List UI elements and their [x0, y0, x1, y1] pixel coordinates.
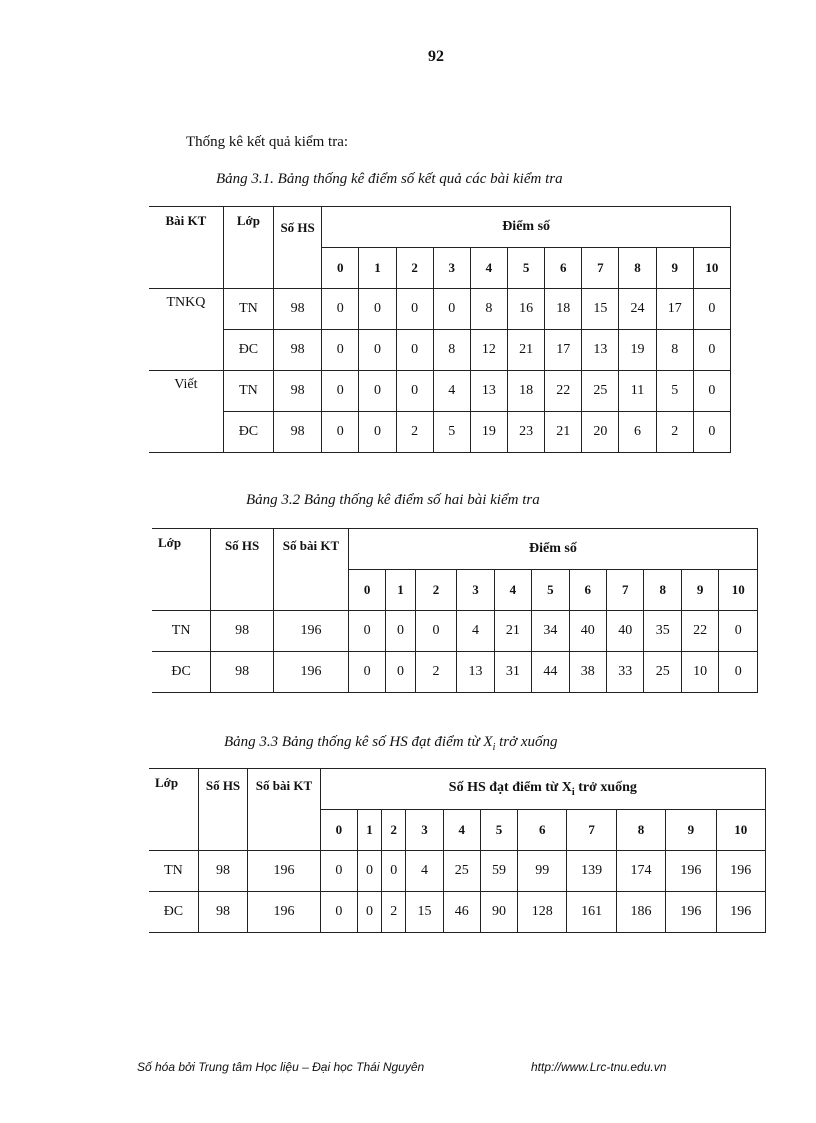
table1-test-cell: Viết [149, 371, 223, 453]
table3-value-cell: 4 [406, 851, 443, 892]
table1 [149, 206, 731, 453]
table2-class-cell: ĐC [152, 652, 211, 693]
table3-score-header: 0 [320, 810, 357, 851]
table1-count-cell: 98 [274, 289, 322, 330]
table1-class-cell: TN [223, 371, 273, 412]
table2-tests-cell: 196 [273, 652, 348, 693]
page-number: 92 [428, 48, 444, 65]
table1-value-cell: 0 [396, 371, 433, 412]
table2-value-cell: 0 [348, 652, 385, 693]
table1-value-cell: 5 [433, 412, 470, 453]
table2-value-cell: 4 [457, 611, 494, 652]
table1-header-group: Điểm số [322, 207, 731, 248]
table1-value-cell: 6 [619, 412, 656, 453]
table1-row [149, 330, 731, 371]
table2-value-cell: 25 [644, 652, 681, 693]
table1-value-cell: 21 [545, 412, 582, 453]
table1-value-cell: 0 [359, 289, 396, 330]
table2-value-cell: 34 [532, 611, 569, 652]
table3-class-cell: ĐC [149, 892, 198, 933]
table1-value-cell: 4 [433, 371, 470, 412]
table3-value-cell: 174 [616, 851, 665, 892]
table2-score-header: 1 [386, 570, 415, 611]
table1-value-cell: 0 [359, 412, 396, 453]
table3-score-header: 2 [382, 810, 406, 851]
table1-value-cell: 0 [359, 371, 396, 412]
table3-value-cell: 186 [616, 892, 665, 933]
table1-count-cell: 98 [274, 371, 322, 412]
table3-value-cell: 59 [480, 851, 517, 892]
table1-value-cell: 18 [545, 289, 582, 330]
table1-value-cell: 0 [693, 330, 730, 371]
table3-value-cell: 2 [382, 892, 406, 933]
table3-header-tests: Số bài KT [248, 769, 321, 851]
table1-value-cell: 0 [693, 412, 730, 453]
intro-text: Thống kê kết quả kiểm tra: [186, 134, 349, 150]
table2-value-cell: 0 [386, 652, 415, 693]
table1-value-cell: 16 [508, 289, 545, 330]
table2-count-cell: 98 [211, 652, 274, 693]
table1-header-test: Bài KT [149, 207, 223, 289]
table3-score-header: 9 [666, 810, 716, 851]
table2-score-header: 7 [607, 570, 644, 611]
table1-caption: Bảng 3.1. Bảng thống kê điểm số kết quả các bài kiểm tra [216, 171, 563, 187]
table2-header-count: Số HS [211, 529, 274, 611]
table1-score-header: 9 [656, 248, 693, 289]
table1-header-count: Số HS [274, 207, 322, 289]
table2-value-cell: 0 [415, 611, 457, 652]
table2-score-header: 8 [644, 570, 681, 611]
table3-value-cell: 139 [567, 851, 616, 892]
table2-value-cell: 2 [415, 652, 457, 693]
table2-value-cell: 13 [457, 652, 494, 693]
table1-value-cell: 19 [619, 330, 656, 371]
table3 [149, 768, 766, 933]
table2-value-cell: 31 [494, 652, 531, 693]
table2-value-cell: 33 [607, 652, 644, 693]
table2-score-header: 3 [457, 570, 494, 611]
table1-value-cell: 0 [322, 371, 359, 412]
table2-count-cell: 98 [211, 611, 274, 652]
table3-row [149, 851, 766, 892]
table3-score-header: 10 [716, 810, 766, 851]
table2-row [152, 611, 758, 652]
table1-value-cell: 0 [322, 330, 359, 371]
table1-row [149, 371, 731, 412]
table1-value-cell: 2 [656, 412, 693, 453]
table1-count-cell: 98 [274, 330, 322, 371]
table3-header-class: Lớp [149, 769, 198, 851]
table1-value-cell: 19 [470, 412, 507, 453]
table1-value-cell: 0 [693, 371, 730, 412]
table1-count-cell: 98 [274, 412, 322, 453]
table3-score-header: 8 [616, 810, 665, 851]
table2-value-cell: 0 [719, 611, 758, 652]
table1-class-cell: ĐC [223, 412, 273, 453]
table1-score-header: 1 [359, 248, 396, 289]
table1-value-cell: 13 [470, 371, 507, 412]
table3-value-cell: 128 [518, 892, 567, 933]
table1-value-cell: 0 [359, 330, 396, 371]
table1-score-header: 2 [396, 248, 433, 289]
table2-value-cell: 10 [681, 652, 718, 693]
table1-value-cell: 20 [582, 412, 619, 453]
table1-row [149, 412, 731, 453]
table1-value-cell: 8 [470, 289, 507, 330]
table1-score-header: 6 [545, 248, 582, 289]
table3-value-cell: 161 [567, 892, 616, 933]
table3-value-cell: 25 [443, 851, 480, 892]
table3-header-count: Số HS [198, 769, 247, 851]
table3-value-cell: 196 [716, 851, 766, 892]
table2-score-header: 2 [415, 570, 457, 611]
table2-value-cell: 21 [494, 611, 531, 652]
table2-score-header: 4 [494, 570, 531, 611]
table1-value-cell: 8 [433, 330, 470, 371]
table3-row [149, 892, 766, 933]
table3-value-cell: 46 [443, 892, 480, 933]
table1-class-cell: TN [223, 289, 273, 330]
table3-score-header: 6 [518, 810, 567, 851]
table1-value-cell: 11 [619, 371, 656, 412]
table2-score-header: 6 [569, 570, 606, 611]
table3-score-header: 1 [357, 810, 381, 851]
table3-value-cell: 196 [666, 892, 716, 933]
table1-value-cell: 0 [433, 289, 470, 330]
table1-value-cell: 23 [508, 412, 545, 453]
table2-value-cell: 44 [532, 652, 569, 693]
table1-test-cell: TNKQ [149, 289, 223, 371]
table2-value-cell: 38 [569, 652, 606, 693]
table1-header-class: Lớp [223, 207, 273, 289]
table2-value-cell: 0 [719, 652, 758, 693]
table1-value-cell: 0 [322, 289, 359, 330]
table1-value-cell: 17 [656, 289, 693, 330]
table3-value-cell: 0 [320, 851, 357, 892]
table2-row [152, 652, 758, 693]
table1-value-cell: 15 [582, 289, 619, 330]
table3-value-cell: 0 [357, 851, 381, 892]
table1-value-cell: 0 [693, 289, 730, 330]
table1-value-cell: 0 [322, 412, 359, 453]
table1-score-header: 0 [322, 248, 359, 289]
table3-score-header: 4 [443, 810, 480, 851]
table2-value-cell: 40 [607, 611, 644, 652]
table1-value-cell: 13 [582, 330, 619, 371]
table3-score-header: 7 [567, 810, 616, 851]
table1-value-cell: 18 [508, 371, 545, 412]
table2-value-cell: 0 [386, 611, 415, 652]
table3-value-cell: 0 [320, 892, 357, 933]
table3-tests-cell: 196 [248, 892, 321, 933]
table2-header-group: Điểm số [348, 529, 757, 570]
footer-source: Số hóa bởi Trung tâm Học liệu – Đại học Thái Nguyên [137, 1060, 425, 1074]
table1-score-header: 8 [619, 248, 656, 289]
table1-value-cell: 5 [656, 371, 693, 412]
table3-tests-cell: 196 [248, 851, 321, 892]
table3-value-cell: 90 [480, 892, 517, 933]
table3-header-group: Số HS đạt điểm từ $X_i$ trở xuống [320, 769, 765, 810]
table3-value-cell: 15 [406, 892, 443, 933]
table2-score-header: 9 [681, 570, 718, 611]
table2-value-cell: 0 [348, 611, 385, 652]
table3-count-cell: 98 [198, 851, 247, 892]
table3-score-header: 3 [406, 810, 443, 851]
table2-score-header: 5 [532, 570, 569, 611]
table2-value-cell: 40 [569, 611, 606, 652]
table1-value-cell: 8 [656, 330, 693, 371]
table3-value-cell: 196 [666, 851, 716, 892]
table3-value-cell: 196 [716, 892, 766, 933]
table1-class-cell: ĐC [223, 330, 273, 371]
table2-score-header: 0 [348, 570, 385, 611]
table1-score-header: 3 [433, 248, 470, 289]
table1-value-cell: 17 [545, 330, 582, 371]
table2-header-class: Lớp [152, 529, 211, 611]
table1-value-cell: 25 [582, 371, 619, 412]
table2-value-cell: 22 [681, 611, 718, 652]
table3-count-cell: 98 [198, 892, 247, 933]
table2-value-cell: 35 [644, 611, 681, 652]
table3-value-cell: 0 [357, 892, 381, 933]
table1-score-header: 7 [582, 248, 619, 289]
table1-value-cell: 0 [396, 330, 433, 371]
table2-header-tests: Số bài KT [273, 529, 348, 611]
table2-class-cell: TN [152, 611, 211, 652]
table2-score-header: 10 [719, 570, 758, 611]
table1-score-header: 4 [470, 248, 507, 289]
table1-row [149, 289, 731, 330]
table3-value-cell: 99 [518, 851, 567, 892]
table3-caption: Bảng 3.3 Bảng thống kê số HS đạt điểm từ $X_i$ trở xuống [224, 734, 558, 753]
table2-caption: Bảng 3.2 Bảng thống kê điểm số hai bài kiểm tra [246, 492, 540, 508]
table1-value-cell: 2 [396, 412, 433, 453]
table1-value-cell: 22 [545, 371, 582, 412]
table3-score-header: 5 [480, 810, 517, 851]
table1-value-cell: 24 [619, 289, 656, 330]
table3-class-cell: TN [149, 851, 198, 892]
table1-score-header: 10 [693, 248, 730, 289]
table2-tests-cell: 196 [273, 611, 348, 652]
table2 [152, 528, 758, 693]
table1-value-cell: 12 [470, 330, 507, 371]
table1-value-cell: 21 [508, 330, 545, 371]
footer-url: http://www.Lrc-tnu.edu.vn [531, 1060, 667, 1074]
table3-value-cell: 0 [382, 851, 406, 892]
table1-score-header: 5 [508, 248, 545, 289]
table1-value-cell: 0 [396, 289, 433, 330]
